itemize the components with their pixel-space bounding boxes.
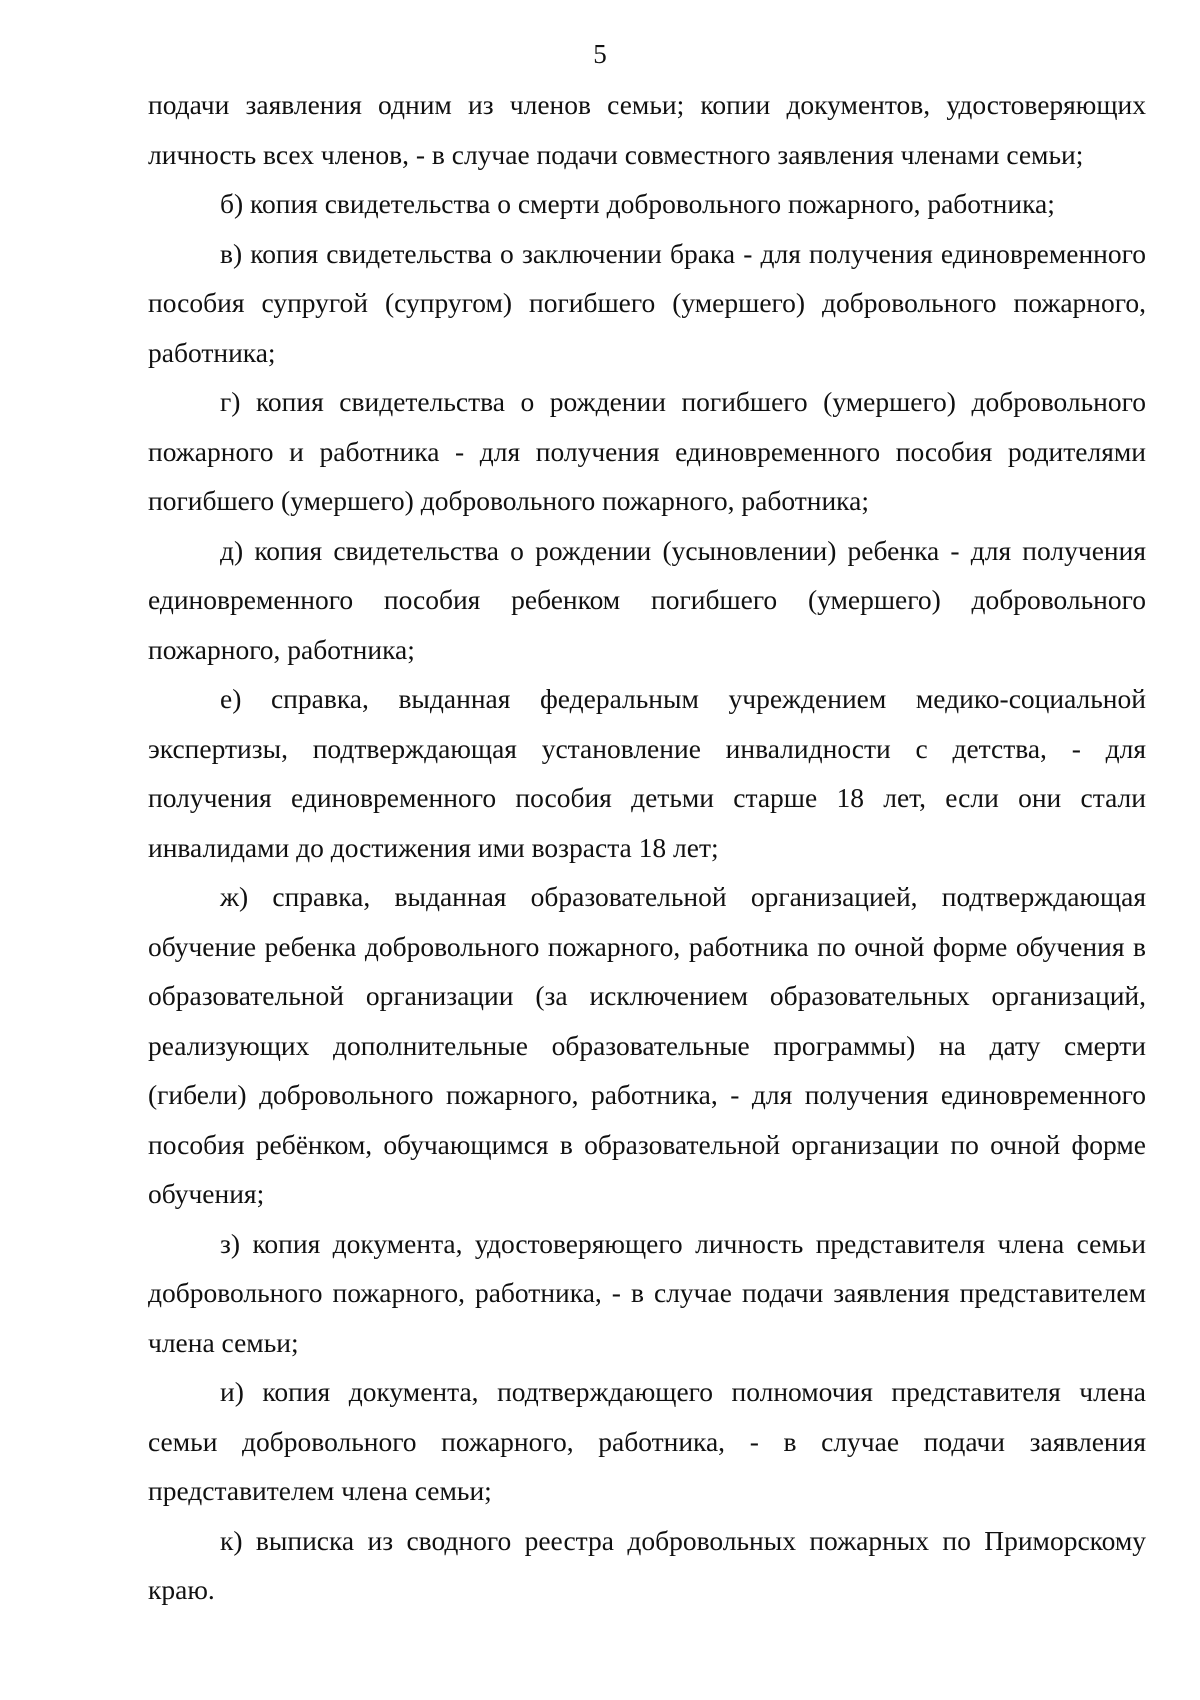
paragraph-item-e: е) справка, выданная федеральным учреждением медико-социальной экспертизы, подтверждающая установление инвалидности с детства, - для получения единовременного пособия детьми старше 18 лет, если они стали инвалидами до достижения ими возраста 18 лет;: [148, 683, 1146, 863]
paragraph-item-v: в) копия свидетельства о заключении брака - для получения единовременного пособия супругой (супругом) погибшего (умершего) добровольного пожарного, работника;: [148, 237, 1146, 368]
paragraph-item-g: г) копия свидетельства о рождении погибшего (умершего) добровольного пожарного и работника - для получения единовременного пособия родителями погибшего (умершего) добровольного пожарного, работника;: [148, 386, 1146, 516]
page-number: 5: [593, 39, 607, 69]
paragraph-item-zh: ж) справка, выданная образовательной организацией, подтверждающая обучение ребенка добровольного пожарного, работника по очной форме обучения в образовательной организации (за исключением образовательных организаций, реализующих дополнительные образовательные программы) на дату смерти (гибели) добровольного пожарного, работника, - для получения единовременного пособия ребёнком, обучающимся в образовательной организации по очной форме обучения;: [148, 881, 1146, 1209]
paragraph-item-k: к) выписка из сводного реестра добровольных пожарных по Приморскому краю.: [148, 1524, 1146, 1605]
paragraph-item-d: д) копия свидетельства о рождении (усыновлении) ребенка - для получения единовременного пособия ребенком погибшего (умершего) добровольного пожарного, работника;: [148, 534, 1146, 665]
paragraph-intro: подачи заявления одним из членов семьи; копии документов, удостоверяющих личность всех членов, - в случае подачи совместного заявления членами семьи;: [148, 89, 1146, 170]
paragraph-item-i: и) копия документа, подтверждающего полномочия представителя члена семьи добровольного пожарного, работника, - в случае подачи заявления представителем члена семьи;: [148, 1376, 1146, 1506]
document-body: [148, 80, 1146, 1615]
paragraph-item-b: б) копия свидетельства о смерти добровольного пожарного, работника;: [220, 188, 1055, 219]
paragraph-item-z: з) копия документа, удостоверяющего личность представителя члена семьи добровольного пожарного, работника, - в случае подачи заявления представителем члена семьи;: [148, 1227, 1146, 1358]
